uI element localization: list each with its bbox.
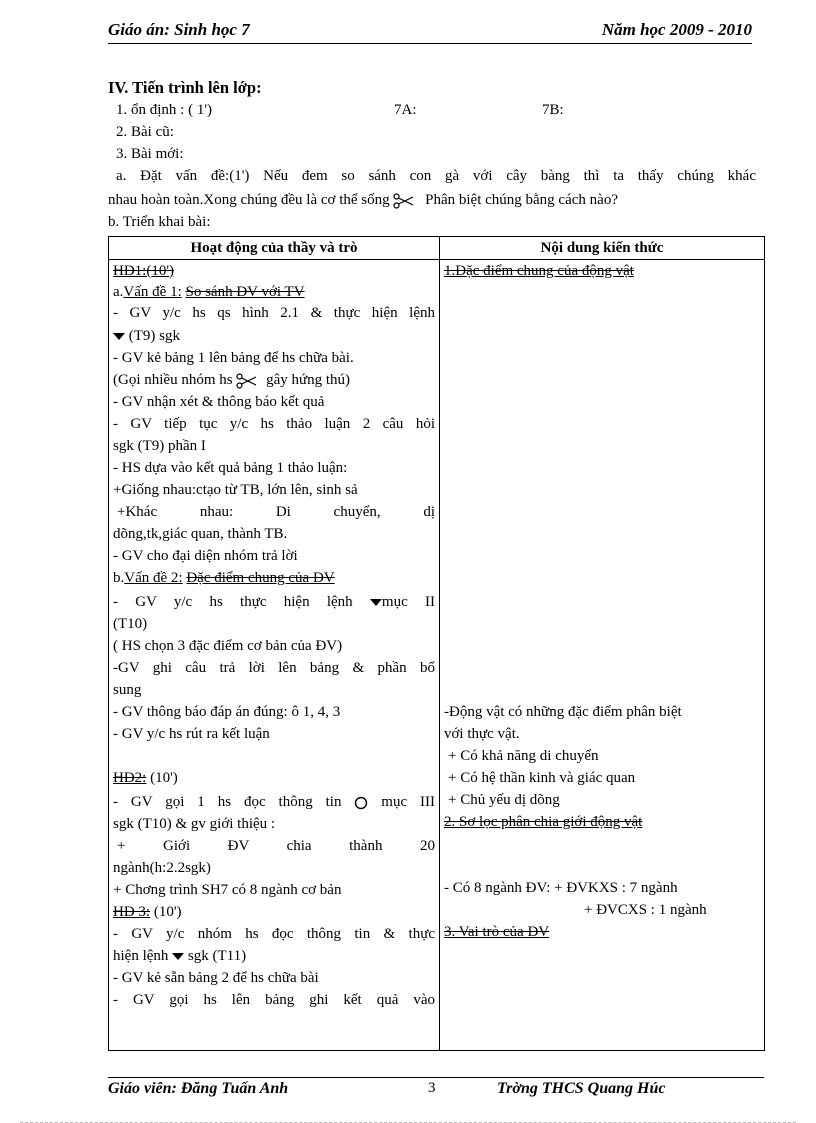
issue-1-label: Vấn đề 1:	[123, 284, 182, 300]
left-line-13	[113, 593, 435, 611]
footer-rule	[108, 1077, 764, 1078]
content-line-7: + ĐVCXS : 1 ngành	[584, 902, 707, 918]
content-section-2-title: 2. Sơ lọc phân chia giới động vật	[444, 814, 643, 830]
footer-teacher: Giáo viên: Đăng Tuấn Anh	[108, 1080, 289, 1097]
content-line-6: - Có 8 ngành ĐV: + ĐVKXS : 7 ngành	[444, 880, 678, 896]
left-line-12: - GV cho đại diện nhóm trả lời	[113, 548, 298, 564]
header-rule	[108, 43, 752, 44]
hd3-heading	[113, 903, 182, 921]
issue-1-prefix: a.	[113, 284, 124, 300]
issue-2-heading	[113, 569, 335, 587]
page-header	[108, 18, 752, 42]
intro-line-c-text: Phân biệt chúng bằng cách nào?	[425, 192, 618, 208]
hd1-text: HĐ1:(10')	[113, 263, 175, 279]
left-line-4b: gây hứng thú)	[266, 372, 351, 388]
triangle-down-icon	[370, 599, 382, 607]
left-line-13b: mục II	[381, 594, 435, 610]
lesson-table	[108, 236, 765, 1051]
issue-1-heading	[113, 283, 305, 301]
left-line-14: (T10)	[113, 616, 148, 632]
step-2: 2. Bài cũ:	[116, 124, 174, 140]
header-right: Năm học 2009 - 2010	[601, 20, 752, 39]
content-line-3: + Có khả năng di chuyển	[448, 748, 599, 764]
intro-line-b-text: nhau hoàn toàn.Xong chúng đều là cơ thể sống	[108, 192, 390, 208]
left-line-20	[113, 793, 435, 811]
left-line-26	[113, 947, 246, 965]
table-row	[109, 260, 765, 1051]
left-line-9: +Giống nhau:ctạo từ TB, lớn lên, sinh sả	[113, 482, 358, 498]
left-line-2	[113, 327, 180, 345]
issue-2-label: Vấn đề 2:	[124, 570, 183, 586]
class-7b: 7B:	[542, 102, 564, 118]
left-line-25: - GV y/c nhóm hs đọc thông tin & thực	[113, 926, 435, 942]
left-line-23: ngành(h:2.2sgk)	[113, 860, 211, 876]
content-section-3-title: 3. Vai trò của ĐV	[444, 924, 550, 940]
left-line-13-text: - GV y/c hs thực hiện lệnh	[113, 594, 353, 610]
hd1-label	[113, 262, 174, 280]
left-line-27: - GV kẻ sẵn bảng 2 để hs chữa bài	[113, 970, 319, 986]
section-title: IV. Tiến trình lên lớp:	[108, 78, 262, 97]
left-line-5: - GV nhận xét & thông báo kết quả	[113, 394, 325, 410]
hd2-heading	[113, 769, 178, 787]
left-line-10: +Khác nhau: Di chuyển, dị	[117, 504, 435, 520]
table-header-row	[109, 237, 765, 260]
left-line-20b: mục III	[381, 794, 436, 810]
content-line-5: + Chủ yếu dị dõng	[448, 792, 560, 808]
left-line-8: - HS dựa vào kết quả bảng 1 thảo luận:	[113, 460, 348, 476]
issue-2-prefix: b.	[113, 570, 125, 586]
footer-school: Trờng THCS Quang Húc	[497, 1080, 666, 1097]
left-line-15: ( HS chọn 3 đặc điểm cơ bản của ĐV)	[113, 638, 343, 654]
issue-2-title: Đặc điểm chung của ĐV	[186, 570, 335, 586]
left-line-24: + Chơng trình SH7 có 8 ngành cơ bản	[113, 882, 342, 898]
step-3: 3. Bài mới:	[116, 146, 184, 162]
left-line-26b: sgk (T11)	[187, 948, 247, 964]
header-left: Giáo án: Sinh học 7	[108, 20, 250, 39]
left-line-26a: hiện lệnh	[113, 948, 169, 964]
left-line-4a: (Gọi nhiều nhóm hs	[113, 372, 233, 388]
left-line-2-text: (T9) sgk	[128, 328, 180, 344]
left-line-21: sgk (T10) & gv giới thiệu :	[113, 816, 276, 832]
left-line-16: -GV ghi câu trả lời lên bảng & phần bổ	[113, 660, 435, 676]
left-line-17: sung	[113, 682, 142, 698]
intro-line-b	[108, 192, 618, 209]
col-header-content: Nội dung kiến thức	[440, 237, 765, 260]
left-line-22: + Giới ĐV chia thành 20	[117, 838, 435, 854]
page-number: 3	[428, 1080, 436, 1096]
class-7a: 7A:	[394, 102, 417, 118]
left-line-3: - GV kẻ bảng 1 lên bảng để hs chữa bài.	[113, 350, 354, 366]
hd3-time: (10')	[153, 904, 182, 920]
content-line-4: + Có hệ thần kinh và giác quan	[448, 770, 636, 786]
content-line-1: -Động vật có những đặc điểm phân biệt	[444, 704, 682, 720]
hd2-label: HĐ2:	[113, 770, 147, 786]
content-cell	[440, 260, 765, 1051]
left-line-18: - GV thông báo đáp án đúng: ô 1, 4, 3	[113, 704, 341, 720]
scissors-icon	[393, 193, 415, 209]
left-line-7: sgk (T9) phần I	[113, 438, 206, 454]
content-section-2	[444, 813, 642, 831]
circle-icon	[354, 796, 368, 810]
content-section-1	[444, 262, 634, 280]
left-line-19: - GV y/c hs rút ra kết luận	[113, 726, 270, 742]
left-line-6: - GV tiếp tục y/c hs thảo luận 2 câu hỏi	[113, 416, 435, 432]
triangle-down-icon	[113, 333, 125, 341]
left-line-20-tail	[354, 794, 435, 810]
step-b: b. Triển khai bài:	[108, 214, 211, 230]
left-line-4	[113, 371, 350, 389]
issue-1-title: So sánh ĐV với TV	[185, 284, 305, 300]
scissors-icon	[236, 373, 258, 389]
left-line-13-tail	[370, 594, 435, 610]
hd3-label: HĐ 3:	[113, 904, 151, 920]
left-line-28: - GV gọi hs lên bảng ghi kết quả vào	[113, 992, 435, 1008]
left-line-1: - GV y/c hs qs hình 2.1 & thực hiện lệnh	[113, 305, 435, 321]
triangle-down-icon	[172, 953, 184, 961]
left-line-20a: - GV gọi 1 hs đọc thông tin	[113, 794, 342, 810]
content-section-1-title: 1.Đặc điểm chung của động vật	[444, 263, 634, 279]
content-section-3	[444, 923, 549, 941]
col-header-activities: Hoạt động của thầy và trò	[109, 237, 440, 260]
intro-line-a: a. Đặt vấn đề:(1') Nếu đem so sánh con gà với cây bàng thì ta thấy chúng khác	[116, 168, 756, 184]
content-line-2: với thực vật.	[444, 726, 520, 742]
activities-cell	[109, 260, 440, 1051]
step-1: 1. ổn định : ( 1')	[116, 102, 213, 118]
hd2-time: (10')	[150, 770, 178, 786]
left-line-11: dõng,tk,giác quan, thành TB.	[113, 526, 288, 542]
